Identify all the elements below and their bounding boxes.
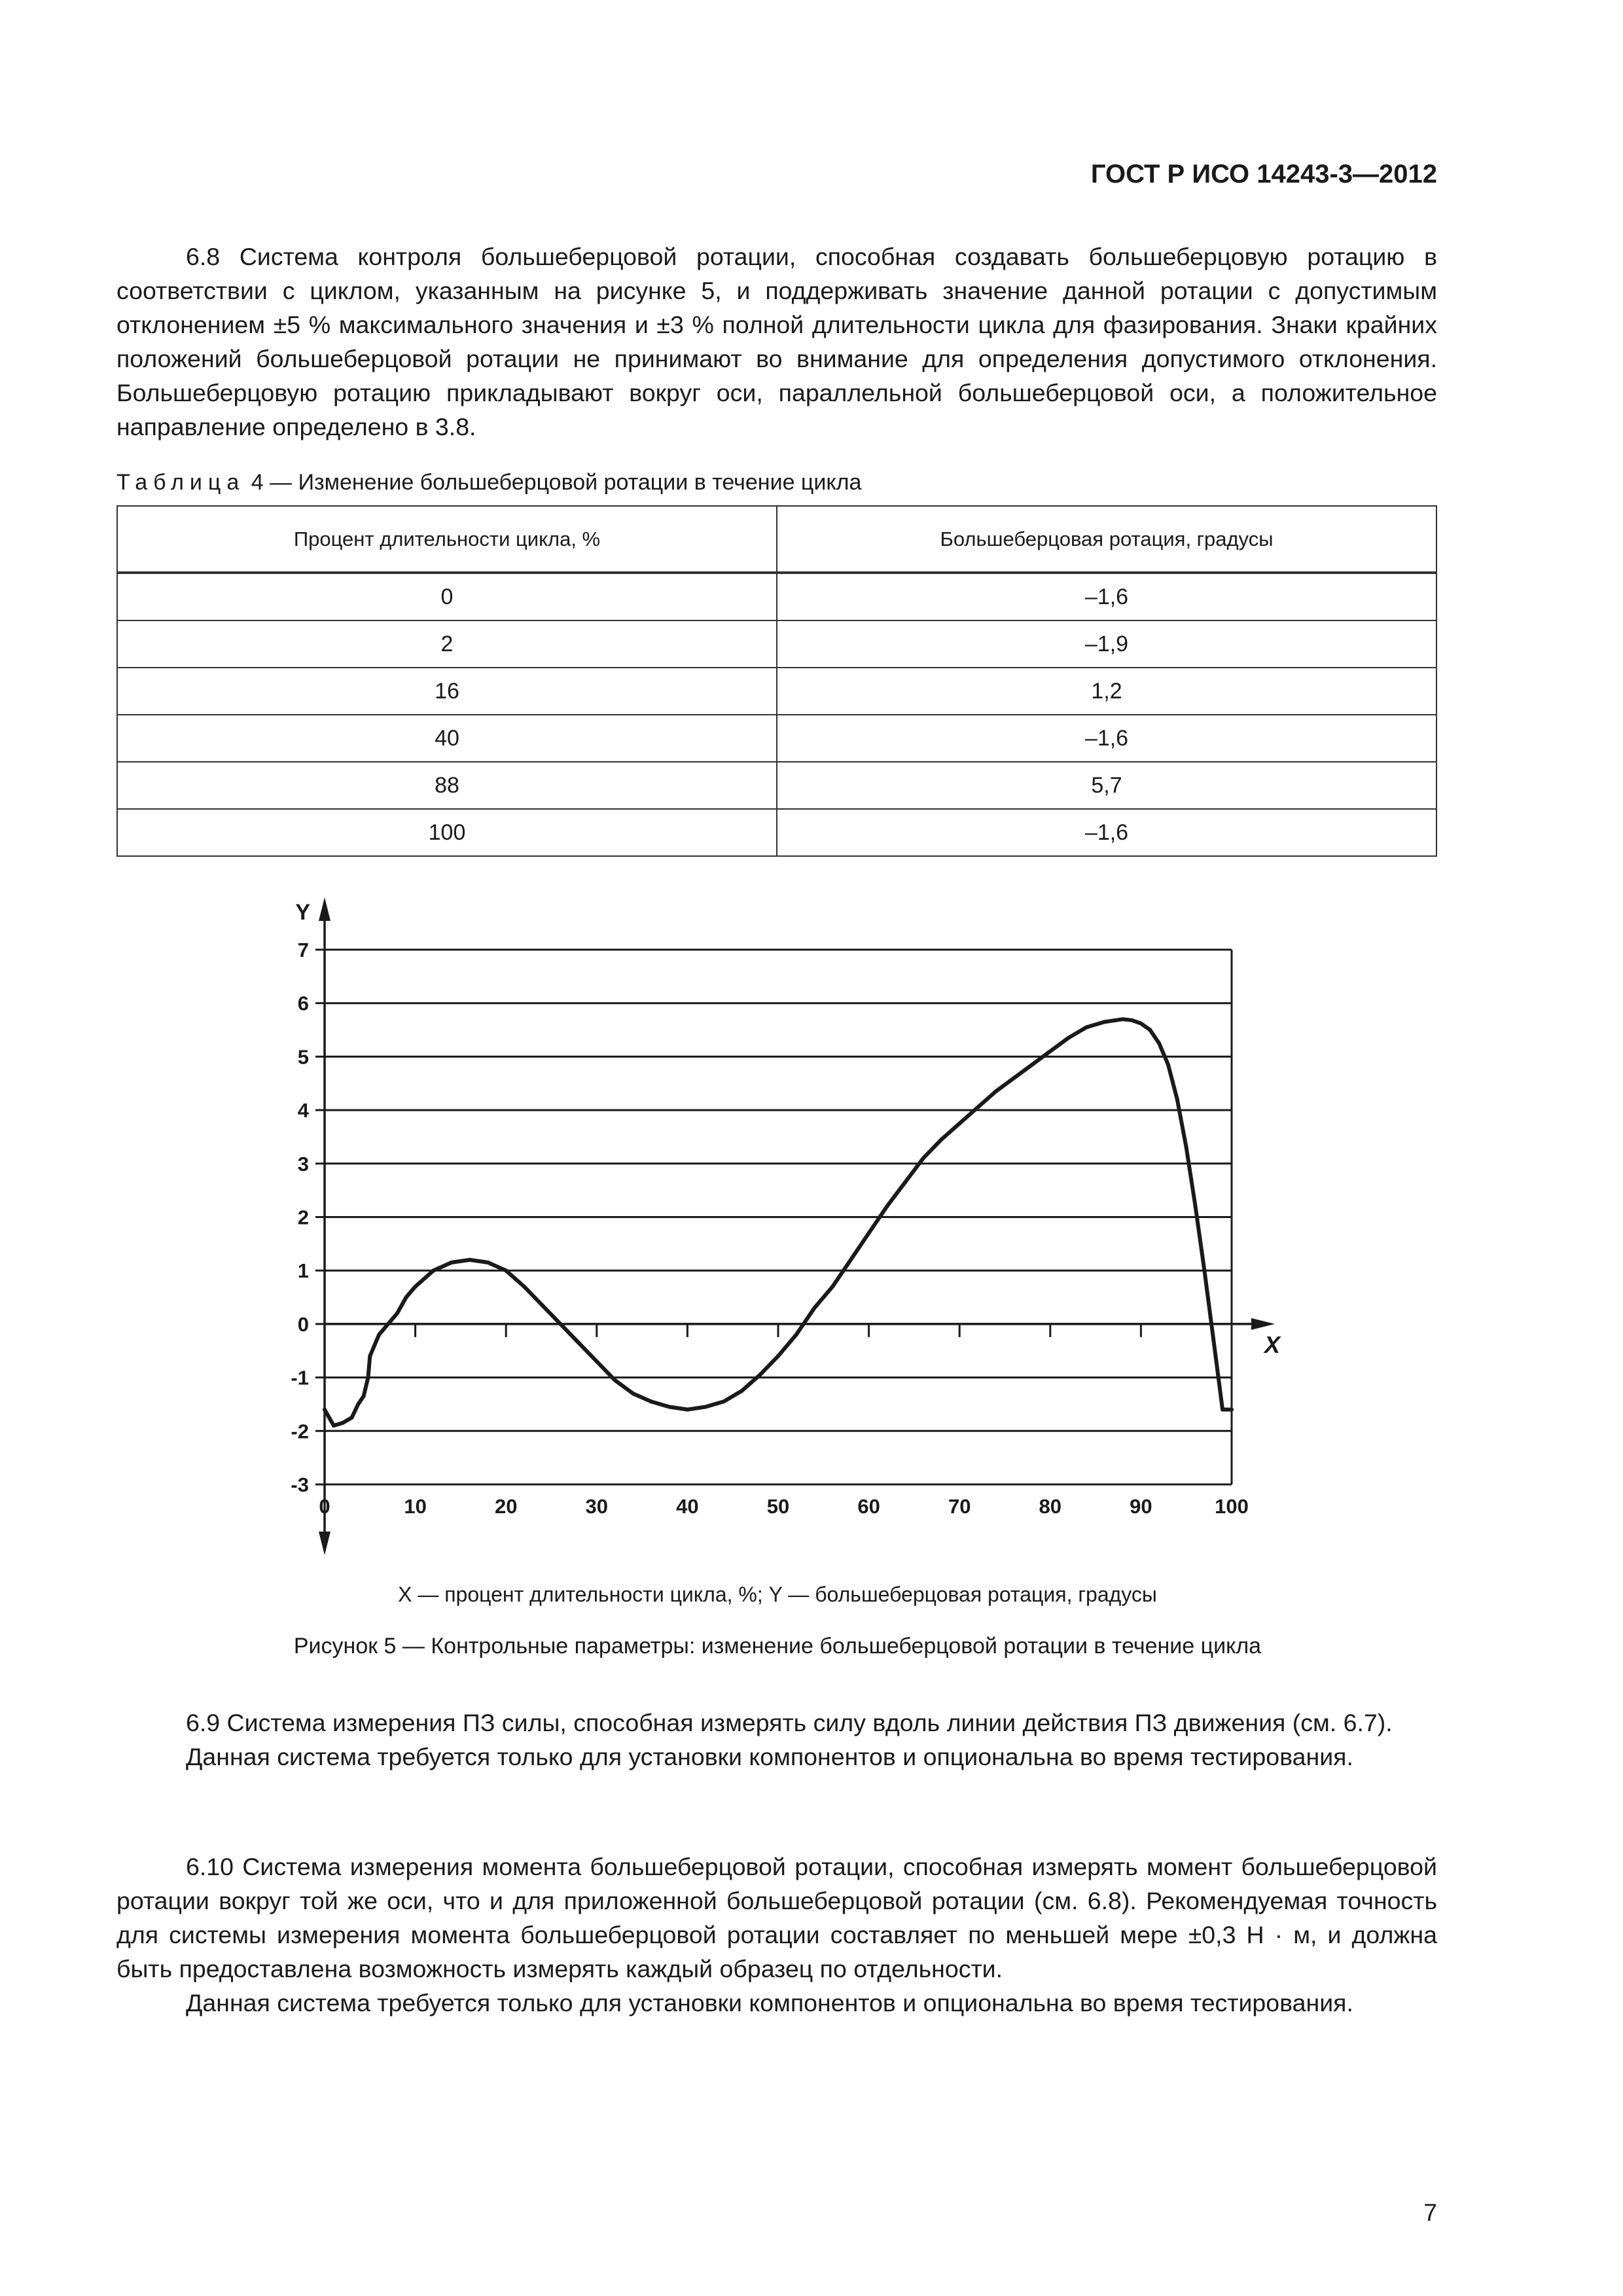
x-tick-label: 40 bbox=[676, 1495, 699, 1518]
data-point bbox=[323, 1408, 327, 1412]
table-title-text: 4 — Изменение большеберцовой ротации в течение цикла bbox=[251, 470, 862, 495]
data-point bbox=[414, 1285, 418, 1289]
clause-6-10-text: 6.10 Система измерения момента большеберцовой ротации, способная измерять момент большеберцовой ротации вокруг той же оси, что и для приложенной большеберцовой ротации (см. 6.8). Рекомендуемая точность для системы измерения момента большеберцовой ротации составляет по меньшей мере ±0,3 Н · м, и должна быть предоставлена возможность измерять каждый образец по отдельности. bbox=[116, 1853, 1437, 1982]
data-point bbox=[1230, 1408, 1234, 1412]
y-tick-label: 2 bbox=[297, 1206, 309, 1229]
data-point bbox=[386, 1322, 390, 1326]
data-point bbox=[1194, 1204, 1198, 1208]
y-tick-label: 5 bbox=[297, 1045, 309, 1069]
table-cell: –1,6 bbox=[777, 809, 1436, 856]
data-point bbox=[1166, 1063, 1170, 1067]
table-cell: –1,6 bbox=[777, 715, 1436, 762]
x-tick-label: 70 bbox=[948, 1495, 971, 1518]
data-point bbox=[921, 1157, 925, 1160]
data-point bbox=[1121, 1017, 1125, 1021]
x-axis-label: X bbox=[1264, 1331, 1281, 1358]
data-point bbox=[1139, 1022, 1143, 1026]
data-point bbox=[377, 1333, 381, 1336]
data-point bbox=[1221, 1408, 1224, 1412]
y-axis-label: Y bbox=[295, 900, 310, 925]
data-point bbox=[976, 1105, 980, 1109]
data-point bbox=[867, 1231, 871, 1235]
x-tick-label: 50 bbox=[766, 1495, 790, 1518]
data-point bbox=[1185, 1145, 1188, 1149]
table-cell: 5,7 bbox=[777, 762, 1436, 809]
x-tick-label: 80 bbox=[1039, 1495, 1062, 1518]
data-point bbox=[341, 1421, 345, 1425]
clause-6-9-note: Данная система требуется только для установки компонентов и опциональна во время тестирования. bbox=[186, 1743, 1353, 1770]
data-point bbox=[356, 1402, 360, 1406]
data-point bbox=[830, 1285, 834, 1289]
table-cell: 40 bbox=[117, 715, 777, 762]
column-header-cycle: Процент длительности цикла, % bbox=[117, 506, 777, 573]
data-point bbox=[1084, 1025, 1088, 1029]
table-cell: –1,9 bbox=[777, 620, 1436, 668]
table-label: Таблица bbox=[116, 470, 245, 495]
data-point bbox=[740, 1389, 744, 1393]
y-tick-label: 0 bbox=[297, 1312, 309, 1336]
data-point bbox=[939, 1138, 943, 1141]
clause-6-9 bbox=[116, 1706, 1437, 1774]
data-point bbox=[1103, 1020, 1107, 1024]
data-point bbox=[758, 1373, 762, 1377]
table-cell: 16 bbox=[117, 668, 777, 715]
table-cell: 100 bbox=[117, 809, 777, 856]
y-tick-label: -2 bbox=[291, 1420, 309, 1443]
table-cell: 0 bbox=[117, 573, 777, 620]
data-point bbox=[1175, 1098, 1179, 1102]
x-tick-label: 20 bbox=[494, 1495, 518, 1518]
clause-6-10-note: Данная система требуется только для установки компонентов и опциональна во время тестирования. bbox=[186, 1989, 1353, 2017]
page-number: 7 bbox=[1423, 2199, 1437, 2226]
data-point bbox=[704, 1405, 707, 1409]
data-point bbox=[372, 1344, 376, 1348]
standard-number: ГОСТ Р ИСО 14243-3—2012 bbox=[1090, 160, 1437, 188]
y-tick-label: 6 bbox=[297, 992, 309, 1015]
data-point bbox=[504, 1268, 508, 1272]
clause-6-8-text: 6.8 Система контроля большеберцовой ротации, способная создавать большеберцовую ротацию в соответствии с циклом, указанным на рисунке 5, и поддерживать значение данной ротации с допустимым отклонением ±5 % максимального значения и ±3 % полной длительности цикла для фазирования. Знаки крайних положений большеберцовой ротации не принимают во внимание для определения допустимого отклонения. Большеберцовую ротацию прикладывают вокруг оси, параллельной большеберцовой оси, а положительное направление определено в 3.8. bbox=[116, 243, 1437, 440]
data-point bbox=[994, 1090, 998, 1094]
data-point bbox=[366, 1376, 370, 1380]
data-point bbox=[468, 1258, 472, 1262]
data-point bbox=[957, 1122, 961, 1126]
data-point bbox=[395, 1312, 399, 1316]
data-point bbox=[450, 1261, 454, 1265]
column-header-rotation: Большеберцовая ротация, градусы bbox=[777, 506, 1436, 573]
x-tick-label: 30 bbox=[585, 1495, 609, 1518]
x-tick-label: 10 bbox=[404, 1495, 427, 1518]
table-cell: –1,6 bbox=[777, 573, 1436, 620]
data-point bbox=[685, 1408, 689, 1412]
x-tick-label: 90 bbox=[1130, 1495, 1152, 1518]
data-point bbox=[722, 1399, 726, 1403]
data-point bbox=[486, 1261, 490, 1265]
data-point bbox=[849, 1258, 853, 1262]
data-point bbox=[776, 1354, 780, 1358]
data-point bbox=[885, 1204, 889, 1208]
data-point bbox=[1030, 1063, 1034, 1067]
clause-6-9-text: 6.9 Система измерения ПЗ силы, способная измерять силу вдоль линии действия ПЗ движения (см. 6.7). bbox=[186, 1709, 1393, 1736]
data-point bbox=[541, 1303, 544, 1307]
y-tick-label: 4 bbox=[297, 1099, 309, 1122]
y-tick-label: 7 bbox=[297, 939, 309, 961]
y-tick-label: 1 bbox=[297, 1259, 309, 1283]
y-tick-label: 3 bbox=[297, 1152, 309, 1175]
data-point bbox=[595, 1359, 599, 1363]
x-tick-label: 60 bbox=[857, 1495, 880, 1518]
y-tick-label: -1 bbox=[291, 1366, 309, 1390]
data-point bbox=[1202, 1268, 1206, 1272]
table-cell: 2 bbox=[117, 620, 777, 668]
data-point bbox=[812, 1306, 816, 1310]
table-cell: 1,2 bbox=[777, 668, 1436, 715]
data-point bbox=[1148, 1028, 1152, 1032]
data-point bbox=[631, 1391, 635, 1395]
data-point bbox=[404, 1295, 408, 1299]
clause-6-10 bbox=[116, 1850, 1437, 2020]
y-axis-arrow-down bbox=[319, 1532, 330, 1555]
data-point bbox=[1211, 1338, 1215, 1342]
data-point bbox=[368, 1354, 372, 1358]
y-axis-arrow-up bbox=[319, 897, 330, 921]
data-point bbox=[577, 1340, 580, 1344]
data-point bbox=[558, 1322, 562, 1326]
rotation-curve bbox=[325, 1019, 1232, 1426]
figure-caption: Рисунок 5 — Контрольные параметры: изменение большеберцовой ротации в течение цикла bbox=[293, 1634, 1262, 1659]
x-axis-arrow bbox=[1251, 1318, 1275, 1330]
data-point bbox=[668, 1405, 671, 1409]
data-point bbox=[332, 1424, 336, 1427]
data-point bbox=[522, 1285, 526, 1289]
data-point bbox=[1048, 1049, 1052, 1053]
data-point bbox=[903, 1180, 907, 1184]
data-point bbox=[431, 1268, 435, 1272]
data-point bbox=[613, 1378, 617, 1382]
table-cell: 88 bbox=[117, 762, 777, 809]
data-point bbox=[794, 1333, 798, 1336]
data-point bbox=[362, 1394, 366, 1398]
data-point bbox=[350, 1416, 354, 1420]
x-tick-label: 0 bbox=[319, 1495, 330, 1518]
figure-legend: X — процент длительности цикла, %; Y — большеберцовая ротация, градусы bbox=[398, 1583, 1157, 1606]
x-tick-label: 100 bbox=[1215, 1495, 1249, 1518]
data-point bbox=[1130, 1018, 1134, 1022]
data-point bbox=[1157, 1041, 1161, 1045]
data-point bbox=[649, 1399, 653, 1403]
y-tick-label: -3 bbox=[291, 1473, 309, 1496]
data-point bbox=[1012, 1076, 1016, 1080]
data-point bbox=[1067, 1036, 1071, 1040]
